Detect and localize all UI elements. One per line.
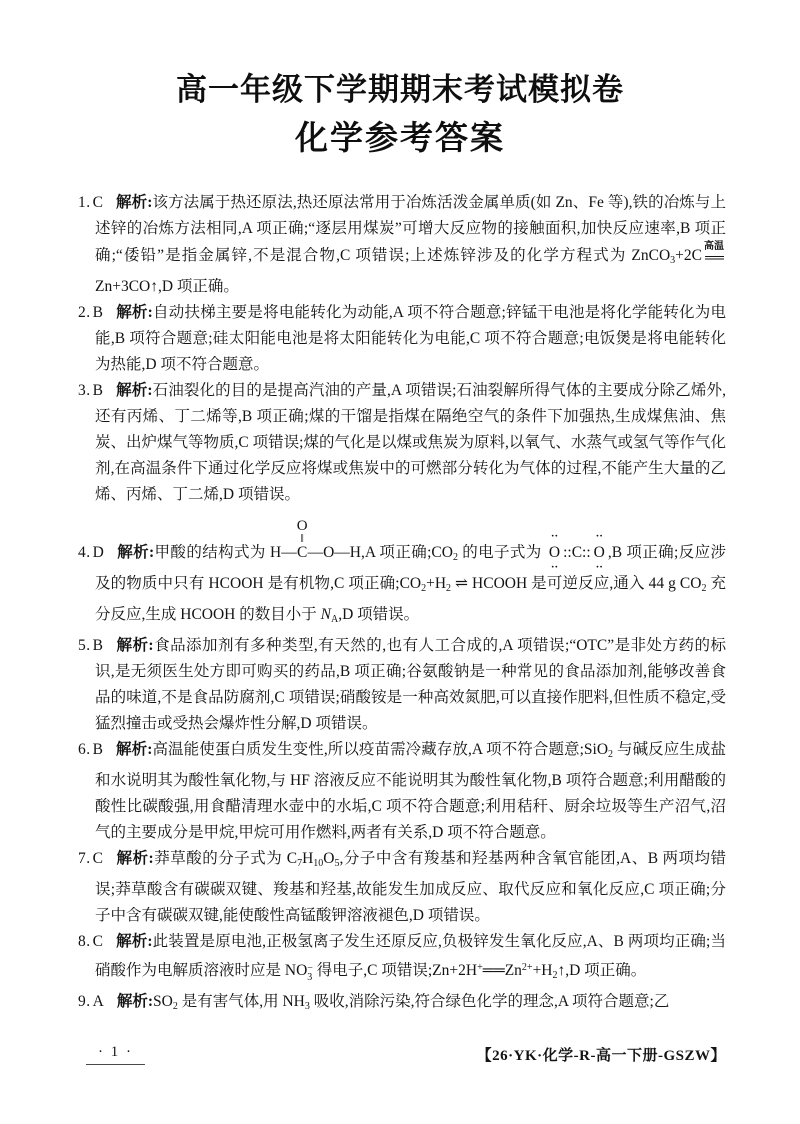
item-number: 8. [78, 933, 91, 950]
lone-pair-dots: ·· [595, 530, 603, 542]
text-run: 该方法属于热还原法,热还原法常用于冶炼活泼金属单质(如 Zn、Fe 等),铁的冶炼与上述锌的冶炼方法相同,A 项正确;“逐层用煤炭”可增大反应物的接触面积,加快反应速率,B 项正确;“倭铅”是指金属锌,不是混合物,C 项错误;上述炼锌涉及的化学方程式为 ZnCO [95, 194, 726, 264]
subscript: 5 [334, 858, 340, 869]
item-answer: C [92, 850, 103, 867]
item-answer: B [92, 304, 103, 321]
answer-item [78, 378, 726, 508]
analysis-label: 解析: [115, 382, 153, 399]
subscript: 10 [313, 858, 324, 869]
text-run: ══Zn [482, 962, 522, 979]
text-run: 此装置是原电池,正极氢离子发生还原反应,负极锌发生氧化反应,A、B 两项均正确;当硝酸作为电解质溶液时应是 NO [95, 933, 726, 979]
item-answer: B [92, 382, 103, 399]
reaction-condition [704, 242, 724, 265]
subscript: 2 [701, 583, 707, 594]
subscript: 2 [172, 1001, 178, 1012]
analysis-label: 解析: [116, 993, 153, 1010]
electron-dot-atom: O ·· ·· [548, 530, 561, 573]
formula-left: H— [270, 544, 297, 561]
text-run: 食品添加剂有多种类型,有天然的,也有人工合成的,A 项错误;“OTC”是非处方药的标识,是无须医生处方即可购买的药品,B 项正确;谷氨酸钠是一种常见的食品添加剂,能够改善食品的味道,不是食品防腐剂,C 项错误;硝酸铵是一种高效氮肥,可以直接作肥料,但性质不稳定,受猛烈撞击或受热会爆炸性分解,D 项错误。 [95, 637, 726, 732]
lone-pair-dots: ·· [550, 530, 559, 542]
text-run: ,分子中含有羧基和羟基两种含氧官能团,A、B 两项均错误;莽草酸含有碳碳双键、羧基和羟基,故能发生加成反应、取代反应和氧化反应,C 项正确;分子中含有碳碳双键,能使酸性高锰酸钾溶液褪色,D 项错误。 [95, 850, 726, 924]
item-number: 5. [78, 637, 91, 654]
text-run: 的电子式为 [457, 544, 546, 561]
text-run: +H [532, 962, 553, 979]
text-run: H [302, 850, 314, 867]
analysis-label: 解析: [115, 933, 153, 950]
text-run: SO [153, 993, 173, 1010]
carbonyl-stack [297, 520, 308, 562]
text-run: 莽草酸的分子式为 C [153, 850, 298, 867]
analysis-label: 解析: [115, 637, 154, 654]
text-run: 高温能使蛋白质发生变性,所以疫苗需冷藏存放,A 项不符合题意;SiO [152, 741, 609, 758]
answer-item [78, 929, 726, 989]
answers-list [78, 190, 726, 1020]
page-subtitle: 化学参考答案 [295, 119, 505, 156]
item-answer: B [92, 637, 103, 654]
subscript: A [330, 614, 339, 625]
answer-item [78, 300, 726, 378]
subscript: 3 [304, 1001, 310, 1012]
double-bond: ‖ [300, 531, 304, 545]
item-answer: B [92, 741, 103, 758]
condition-text: 高温 [704, 241, 724, 252]
text-run: Zn+3CO↑,D 项正确。 [95, 278, 239, 295]
subscript: 2 [446, 583, 452, 594]
text-run: 得电子,C 项错误;Zn+2H [312, 962, 478, 979]
text-run: O [323, 850, 335, 867]
superscript: 2+ [521, 962, 533, 973]
formula-right: —O—H [307, 544, 361, 561]
text-run: +2C [675, 247, 702, 264]
text-run: 甲酸的结构式为 [154, 544, 271, 561]
item-number: 2. [78, 304, 91, 321]
item-number: 9. [78, 993, 91, 1010]
subscript: 2 [452, 552, 458, 563]
item-answer: A [92, 993, 104, 1010]
page-title: 高一年级下学期期末考试模拟卷 [176, 72, 624, 107]
text-run: 充分反应,生成 HCOOH 的数目小于 [95, 575, 726, 623]
item-answer: C [92, 194, 103, 211]
oxygen-atom: O [296, 518, 308, 534]
text-run: 吸收,消除污染,符合绿色化学的理念,A 项符合题意;乙 [309, 993, 670, 1010]
subscript: 2 [421, 583, 427, 594]
answer-item [78, 846, 726, 929]
text-run: 石油裂化的目的是提高汽油的产量,A 项错误;石油裂解所得气体的主要成分除乙烯外,还有丙烯、丁二烯等,B 项正确;煤的干馏是指煤在隔绝空气的条件下加强热,生成煤焦油、焦炭、出炉煤气等物质,C 项错误;煤的气化是以煤或焦炭为原料,以氧气、水蒸气或氢气等作气化剂,在高温条件下通过化学反应将煤或焦炭中的可燃部分转化为气体的过程,不能产生大量的乙烯、丙烯、丁二烯,D 项错误。 [95, 382, 726, 503]
carbon-atom: C [296, 544, 308, 561]
text-run: +H [426, 575, 447, 592]
italic-symbol: N [320, 606, 331, 623]
analysis-label: 解析: [115, 304, 153, 321]
superscript: + [477, 962, 483, 973]
text-run: ,A 项正确;CO [360, 544, 453, 561]
text-run: 与碱反应生成盐和水说明其为酸性氧化物,与 HF 溶液反应不能说明其为酸性氧化物,B 项符合题意;利用醋酸的酸性比碳酸强,用食醋清理水壶中的水垢,C 项不符合题意;利用秸秆、厨余垃圾等生产沼气,沼气的主要成分是甲烷,甲烷可用作燃料,两者有关系,D 项不符合题意。 [95, 741, 726, 841]
subscript: 3 [670, 255, 676, 266]
text-run: ⇌ HCOOH 是可逆反应,通入 44 g CO [451, 575, 702, 592]
lone-pair-dots: ·· [595, 561, 603, 573]
answer-item [78, 633, 726, 737]
analysis-label: 解析: [115, 741, 153, 758]
item-answer: C [92, 933, 103, 950]
analysis-label: 解析: [116, 544, 155, 561]
subscript: 2 [608, 749, 614, 760]
item-number: 7. [78, 850, 91, 867]
answer-item [78, 520, 726, 633]
title-block [0, 0, 800, 160]
item-number: 6. [78, 741, 91, 758]
answer-item [78, 737, 726, 846]
footer [78, 1044, 726, 1065]
text-run: ↑,D 项正确。 [557, 962, 647, 979]
text-run: 是有害气体,用 NH [177, 993, 305, 1010]
booklet-code: 【26·YK·化学-R-高一下册-GSZW】 [476, 1048, 726, 1064]
superscript: − [307, 963, 313, 974]
analysis-label: 解析: [115, 850, 154, 867]
subscript: 3 [307, 972, 313, 983]
equals-line: ══ [705, 251, 723, 266]
text-run: 自动扶梯主要是将电能转化为动能,A 项不符合题意;锌锰干电池是将化学能转化为电能,B 项符合题意;硅太阳能电池是将太阳能转化为电能,C 项不符合题意;电饭煲是将电能转化为热能,D 项不符合题意。 [95, 304, 726, 373]
analysis-label: 解析: [115, 194, 153, 211]
item-number: 3. [78, 382, 91, 399]
page-number: · 1 · [86, 1044, 145, 1065]
item-number: 1. [78, 194, 91, 211]
text-run: ::C:: [563, 544, 591, 561]
item-number: 4. [78, 544, 91, 561]
item-answer: D [92, 544, 104, 561]
subscript: 7 [297, 858, 303, 869]
answer-item [78, 989, 726, 1020]
text-run: ,B 项正确;反应涉及的物质中只有 HCOOH 是有机物,C 项正确;CO [95, 544, 726, 592]
electron-dot-atom: O ·· ·· [593, 530, 605, 573]
lone-pair-dots: ·· [550, 561, 559, 573]
subscript: 2 [552, 970, 558, 981]
structural-formula [270, 518, 361, 561]
answer-item [78, 190, 726, 300]
text-run: ,D 项错误。 [338, 606, 420, 623]
